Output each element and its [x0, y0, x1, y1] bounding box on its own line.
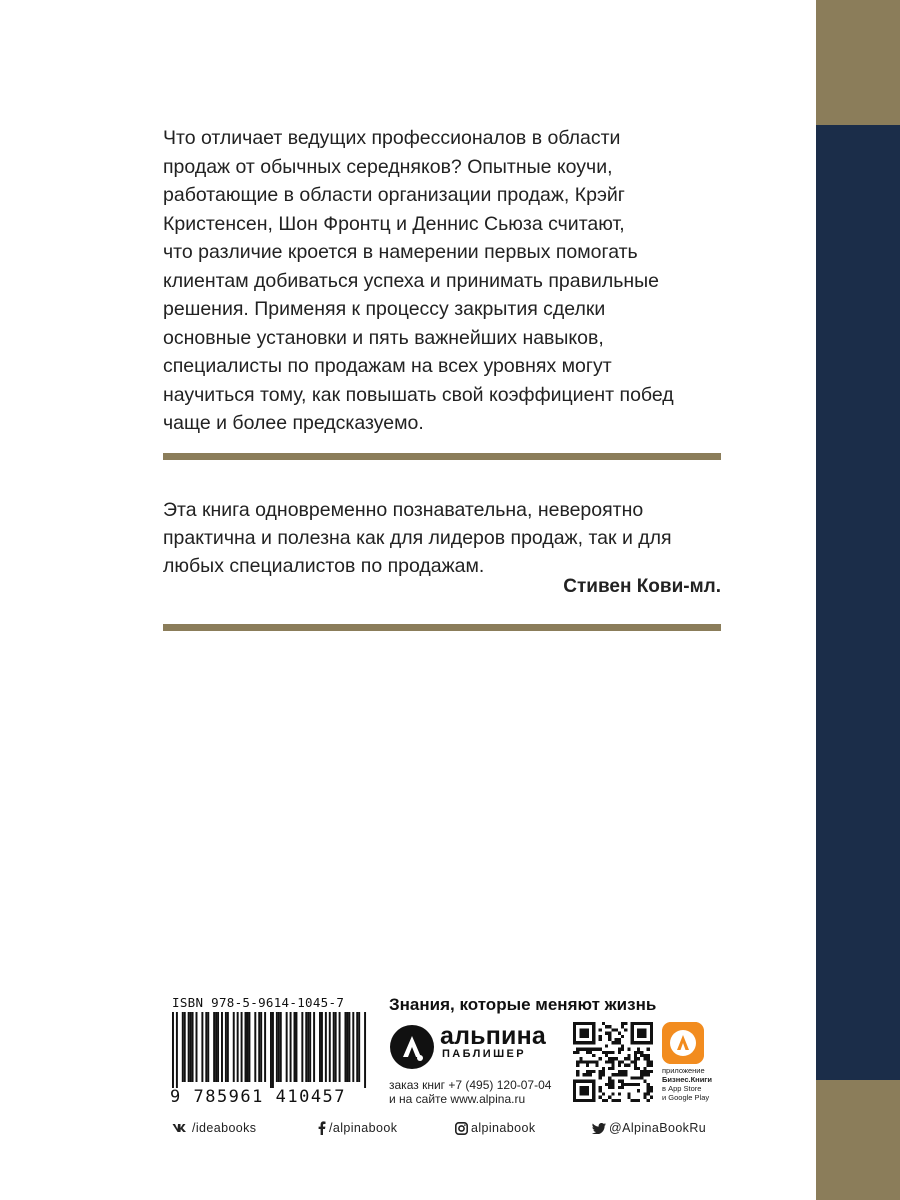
instagram-handle: alpinabook — [471, 1121, 536, 1135]
alpina-logo-icon — [389, 1024, 435, 1070]
instagram-icon — [455, 1122, 468, 1135]
app-caption — [662, 1066, 722, 1102]
description-line: научиться тому, как повышать свой коэффициент побед — [163, 383, 674, 406]
facebook-handle: /alpinabook — [329, 1121, 398, 1135]
description-line: продаж от обычных середняков? Опытные коучи, — [163, 155, 613, 178]
app-caption-line: и Google Play — [662, 1093, 710, 1102]
social-facebook[interactable] — [318, 1121, 397, 1135]
social-twitter[interactable] — [592, 1121, 706, 1135]
description-line: клиентам добиваться успеха и принимать правильные — [163, 269, 659, 292]
facebook-icon — [318, 1121, 326, 1135]
twitter-handle: @AlpinaBookRu — [609, 1121, 707, 1135]
description-line: специалисты по продажам на всех уровнях могут — [163, 355, 612, 377]
publisher-name: альпина — [440, 1022, 547, 1050]
quote-author: Стивен Кови-мл. — [563, 576, 721, 597]
order-phone: заказ книг +7 (495) 120-07-04 — [389, 1078, 552, 1092]
publisher-subtitle: ПАБЛИШЕР — [442, 1048, 527, 1060]
barcode-digits: 9 785961 410457 — [170, 1087, 347, 1107]
description-line: что различие кроется в намерении первых помогать — [163, 241, 638, 263]
book-description — [163, 124, 743, 438]
description-line: решения. Применяя к процессу закрытия сделки — [163, 298, 606, 320]
review-quote — [163, 496, 723, 580]
description-line: Кристенсен, Шон Фронтц и Деннис Сьюза считают, — [163, 212, 625, 235]
description-line: чаще и более предсказуемо. — [163, 412, 424, 434]
barcode — [172, 1012, 368, 1088]
quote-line: любых специалистов по продажам. — [163, 555, 485, 577]
description-line: работающие в области организации продаж, Крэйг — [163, 184, 625, 206]
social-instagram[interactable] — [455, 1121, 535, 1135]
qr-code — [573, 1022, 653, 1102]
app-icon — [662, 1022, 704, 1064]
vk-handle: /ideabooks — [192, 1121, 257, 1135]
vk-icon — [172, 1123, 189, 1133]
description-line: Что отличает ведущих профессионалов в области — [163, 127, 621, 149]
quote-line: практична и полезна как для лидеров продаж, так и для — [163, 527, 672, 549]
spine-stripe-navy — [816, 125, 900, 1080]
publisher-tagline: Знания, которые меняют жизнь — [389, 995, 657, 1014]
twitter-icon — [592, 1123, 606, 1134]
social-vk[interactable] — [172, 1121, 256, 1135]
divider-bottom — [163, 624, 721, 631]
isbn-label: ISBN 978-5-9614-1045-7 — [172, 995, 345, 1010]
app-caption-line: приложение — [662, 1066, 705, 1075]
order-site: и на сайте www.alpina.ru — [389, 1092, 526, 1106]
app-name: Бизнес.Книги — [662, 1075, 713, 1084]
description-line: основные установки и пять важнейших навыков, — [163, 326, 604, 349]
quote-line: Эта книга одновременно познавательна, невероятно — [163, 499, 644, 521]
app-caption-line: в App Store — [662, 1084, 702, 1093]
spine-stripe-bottom — [816, 1080, 900, 1200]
order-info — [389, 1078, 551, 1106]
divider-top — [163, 453, 721, 460]
spine-stripe-top — [816, 0, 900, 125]
